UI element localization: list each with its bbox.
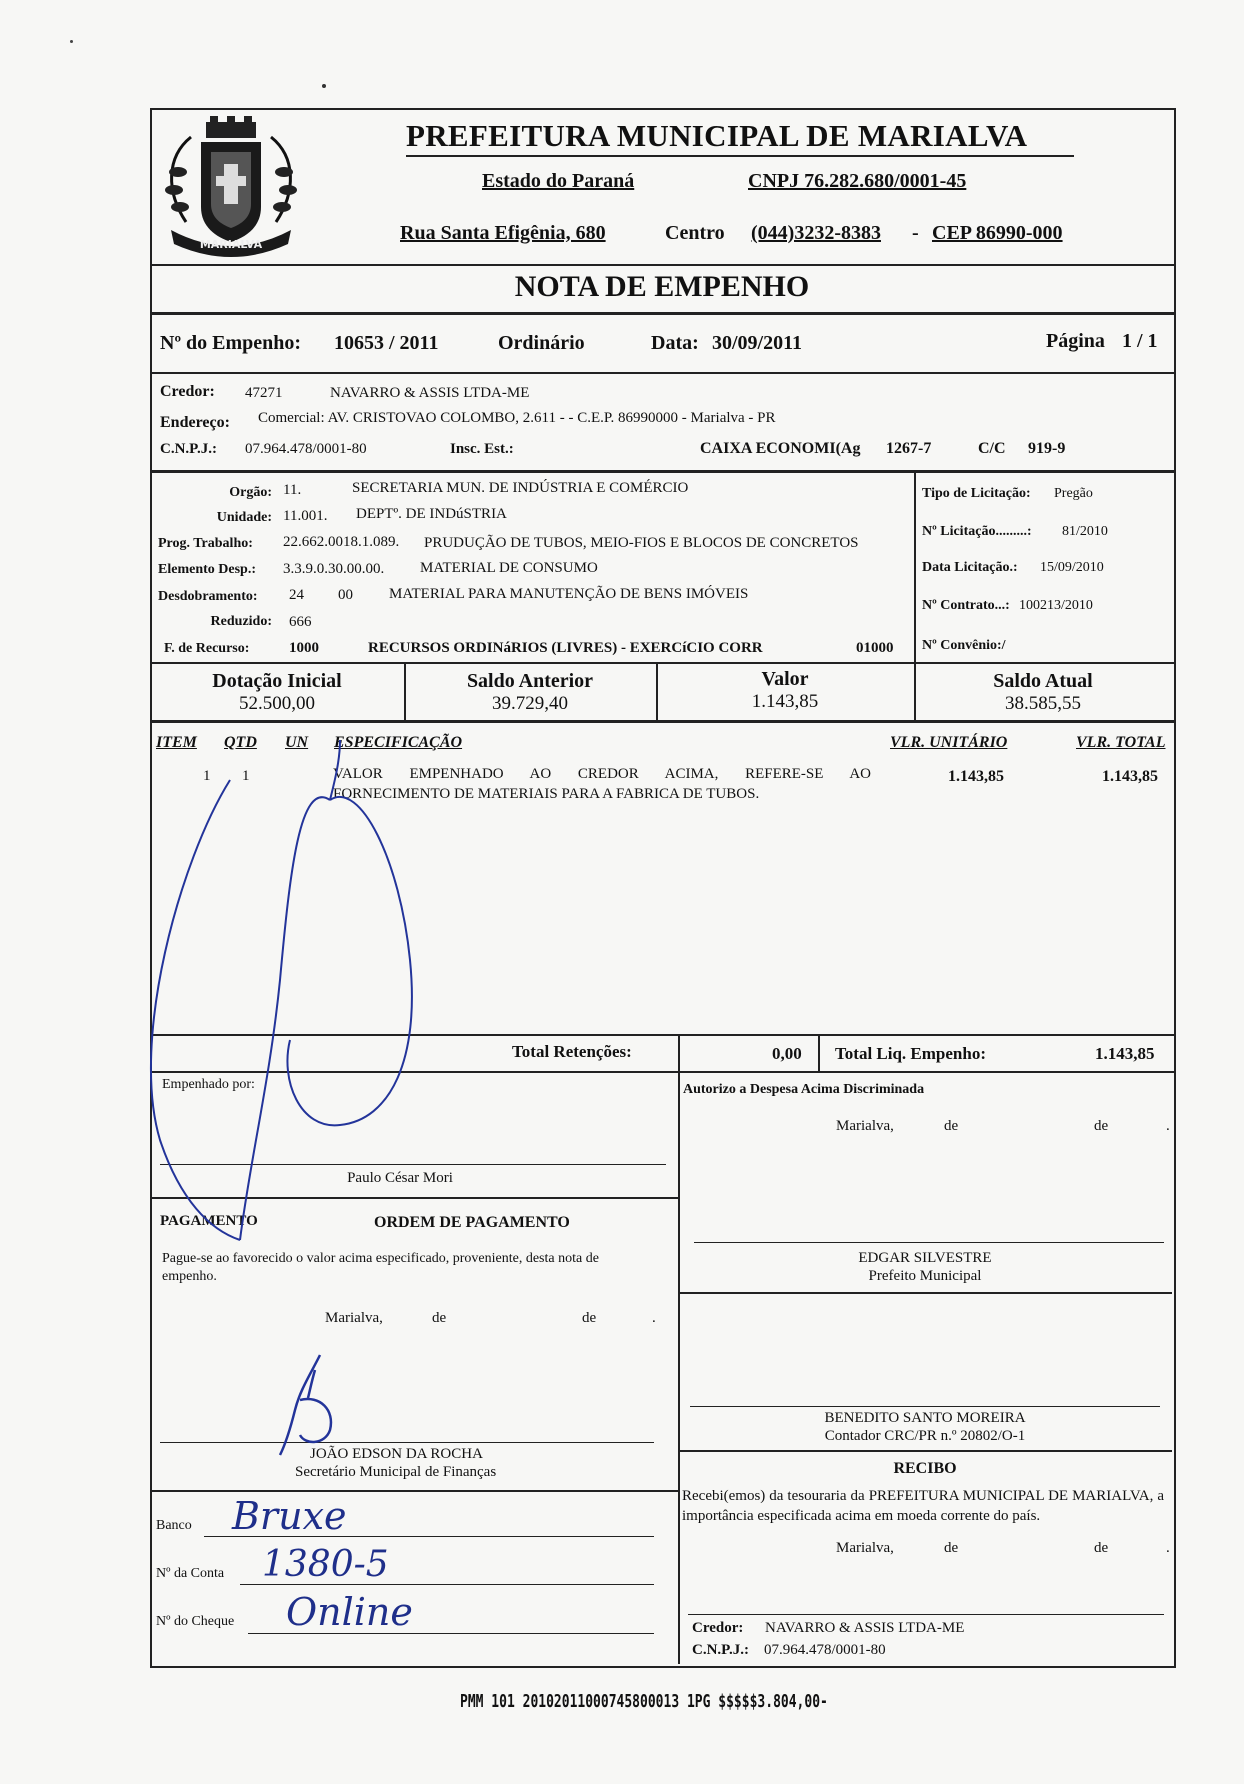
- ordem-pagamento-label: ORDEM DE PAGAMENTO: [374, 1214, 570, 1231]
- left-de1: de: [432, 1310, 447, 1326]
- empenho-date: 30/09/2011: [712, 332, 803, 354]
- right-de1: de: [944, 1118, 959, 1134]
- scan-speck: [322, 84, 326, 88]
- title-underline: [406, 155, 1074, 157]
- conta-label: Nº da Conta: [156, 1566, 225, 1581]
- left-dot: .: [652, 1310, 656, 1326]
- empenhado-por-name: Paulo César Mori: [347, 1170, 453, 1186]
- fonte-name: RECURSOS ORDINáRIOS (LIVRES) - EXERCíCIO CORR: [368, 640, 763, 656]
- num-licitacao: 81/2010: [1062, 524, 1108, 539]
- prog-code: 22.662.0018.1.089.: [283, 534, 400, 550]
- orgao-name: SECRETARIA MUN. DE INDÚSTRIA E COMÉRCIO: [352, 480, 689, 496]
- cnpj-header: CNPJ 76.282.680/0001-45: [748, 170, 967, 192]
- street-address: Rua Santa Efigênia, 680: [400, 222, 606, 244]
- signature-line: [690, 1406, 1160, 1407]
- secretario-role: Secretário Municipal de Finanças: [295, 1464, 497, 1480]
- balance-valor: [656, 668, 914, 713]
- left-city: Marialva,: [325, 1310, 383, 1326]
- cc-label: C/C: [978, 440, 1006, 457]
- liq-value: 1.143,85: [1095, 1044, 1155, 1063]
- contador-name: BENEDITO SANTO MOREIRA: [824, 1410, 1026, 1426]
- desdobramento-name: MATERIAL PARA MANUTENÇÃO DE BENS IMÓVEIS: [389, 586, 749, 602]
- autorizo-text: Autorizo a Despesa Acima Discriminada: [683, 1082, 925, 1097]
- unidade-code: 11.001.: [283, 508, 328, 524]
- balance-value: 1.143,85: [751, 691, 819, 712]
- svg-text:MARIALVA: MARIALVA: [199, 238, 263, 251]
- cheque-label: Nº do Cheque: [156, 1614, 235, 1629]
- banco-label: Banco: [156, 1518, 192, 1533]
- empenho-number: 10653 / 2011: [334, 332, 439, 354]
- signature-line: [694, 1242, 1164, 1243]
- data-licitacao: 15/09/2010: [1040, 560, 1104, 575]
- divider: [150, 264, 1174, 266]
- balance-value: 38.585,55: [1005, 693, 1081, 714]
- col-total-price: VLR. TOTAL: [1076, 734, 1166, 751]
- divider: [150, 720, 1174, 723]
- state-name: Estado do Paraná: [482, 170, 635, 192]
- divider: [150, 470, 1174, 473]
- bank-name: CAIXA ECONOMI(Ag: [700, 440, 861, 457]
- empenho-number-label: Nº do Empenho:: [160, 332, 302, 354]
- right-de2: de: [1094, 1118, 1109, 1134]
- prefeito-role: Prefeito Municipal: [868, 1268, 982, 1284]
- divider: [150, 1490, 678, 1492]
- credor-code: 47271: [245, 385, 283, 401]
- divider: [678, 1450, 1172, 1452]
- balance-label: Saldo Atual: [993, 670, 1093, 692]
- unidade-label: Unidade:: [216, 510, 272, 525]
- balance-saldo-anterior: [404, 670, 656, 715]
- cheque-handwritten: Online: [286, 1590, 413, 1634]
- recibo-de2: de: [1094, 1540, 1109, 1556]
- balance-label: Saldo Anterior: [466, 670, 594, 692]
- reduzido-value: 666: [289, 614, 312, 630]
- date-label: Data:: [651, 332, 699, 354]
- pague-text: Pague-se ao favorecido o valor acima especificado, proveniente, desta nota de empenho.: [162, 1251, 599, 1284]
- pagamento-label: PAGAMENTO: [160, 1213, 258, 1229]
- right-city: Marialva,: [836, 1118, 894, 1134]
- recibo-cnpj: 07.964.478/0001-80: [764, 1642, 886, 1658]
- empenhado-por-label: Empenhado por:: [162, 1077, 255, 1092]
- secretary-signature-ink: [260, 1350, 370, 1460]
- cc-number: 919-9: [1028, 440, 1066, 457]
- divider: [678, 1071, 680, 1664]
- recibo-de1: de: [944, 1540, 959, 1556]
- balance-label: Valor: [761, 668, 809, 690]
- city-hall-title: PREFEITURA MUNICIPAL DE MARIALVA: [406, 118, 1028, 153]
- elemento-code: 3.3.9.0.30.00.00.: [283, 561, 385, 577]
- data-licitacao-label: Data Licitação.:: [922, 560, 1018, 575]
- contador-role: Contador CRC/PR n.º 20802/O-1: [824, 1428, 1026, 1444]
- municipal-crest-logo: [156, 112, 306, 262]
- cep-code: CEP 86990-000: [932, 222, 1063, 244]
- col-un: UN: [285, 734, 309, 751]
- recibo-cnpj-label: C.N.P.J.:: [692, 1642, 749, 1658]
- insc-est-label: Insc. Est.:: [450, 441, 514, 457]
- elemento-label: Elemento Desp.:: [158, 562, 256, 577]
- empenho-type: Ordinário: [498, 332, 585, 354]
- district-name: Centro: [665, 222, 725, 244]
- contrato-number: 100213/2010: [1019, 598, 1093, 613]
- document-title: NOTA DE EMPENHO: [514, 270, 810, 303]
- signature-line: [688, 1614, 1164, 1615]
- page-number: 1 / 1: [1122, 330, 1158, 352]
- page-label: Página: [1046, 330, 1105, 352]
- retencoes-label: Total Retenções:: [512, 1042, 632, 1061]
- left-de2: de: [582, 1310, 597, 1326]
- col-spec: ESPECIFICAÇÃO: [334, 734, 463, 751]
- tipo-licitacao-label: Tipo de Licitação:: [922, 486, 1031, 501]
- divider: [678, 1292, 1172, 1294]
- balance-saldo-atual: [914, 670, 1172, 715]
- banco-handwritten: Bruxe: [232, 1494, 347, 1538]
- orgao-code: 11.: [283, 482, 302, 498]
- credor-cnpj: 07.964.478/0001-80: [245, 441, 367, 457]
- item-number: 1: [203, 768, 211, 784]
- item-spec-line2: FORNECIMENTO DE MATERIAIS PARA A FABRICA DE TUBOS.: [333, 786, 760, 802]
- divider: [150, 662, 1174, 664]
- prog-label: Prog. Trabalho:: [158, 536, 253, 551]
- prefeito-name: EDGAR SILVESTRE: [858, 1250, 992, 1266]
- liq-label: Total Liq. Empenho:: [835, 1044, 986, 1063]
- bank-agency: 1267-7: [886, 440, 932, 457]
- col-item: ITEM: [156, 734, 197, 751]
- desdobramento-a: 24: [289, 587, 304, 603]
- unidade-name: DEPTº. DE INDúSTRIA: [356, 506, 507, 522]
- elemento-name: MATERIAL DE CONSUMO: [420, 560, 598, 576]
- item-spec-line1: VALOR EMPENHADO AO CREDOR ACIMA, REFERE-SE AO: [333, 766, 871, 782]
- fonte-code: 1000: [289, 640, 319, 656]
- fonte-label: F. de Recurso:: [164, 641, 250, 656]
- secretario-name: JOÃO EDSON DA ROCHA: [310, 1446, 483, 1462]
- recibo-dot: .: [1166, 1540, 1170, 1556]
- recibo-credor-name: NAVARRO & ASSIS LTDA-ME: [765, 1620, 965, 1636]
- col-unit-price: VLR. UNITÁRIO: [890, 734, 1008, 751]
- item-qtd: 1: [242, 768, 250, 784]
- address-label: Endereço:: [160, 414, 230, 431]
- balance-dotacao: [150, 670, 404, 715]
- divider: [678, 1034, 680, 1072]
- recibo-text: Recebi(emos) da tesouraria da PREFEITURA MUNICIPAL DE MARIALVA, a importância especificada acima em moeda corrente do país.: [682, 1488, 1164, 1524]
- orgao-label: Orgão:: [229, 485, 272, 500]
- cnpj-label: C.N.P.J.:: [160, 441, 217, 457]
- recibo-title: RECIBO: [893, 1460, 957, 1477]
- credor-name: NAVARRO & ASSIS LTDA-ME: [330, 385, 530, 401]
- tipo-licitacao: Pregão: [1054, 486, 1093, 501]
- balance-value: 52.500,00: [239, 693, 315, 714]
- fonte-number: 01000: [856, 640, 894, 656]
- reduzido-label: Reduzido:: [210, 614, 272, 629]
- divider: [914, 470, 916, 662]
- phone-number: (044)3232-8383: [751, 222, 881, 244]
- convenio-label: Nº Convênio:/: [922, 638, 1006, 653]
- credor-label: Credor:: [160, 383, 215, 400]
- footer-code: PMM 101 20102011000745800013 1PG $$$$$3.804,00-: [460, 1692, 828, 1713]
- recibo-credor-label: Credor:: [692, 1620, 744, 1636]
- ink-signature-overlay: [140, 740, 470, 1250]
- item-unit-price: 1.143,85: [948, 768, 1004, 785]
- desdobramento-b: 00: [338, 587, 353, 603]
- col-qtd: QTD: [224, 734, 257, 751]
- conta-handwritten: 1380-5: [262, 1544, 389, 1585]
- balance-label: Dotação Inicial: [212, 670, 342, 692]
- balance-value: 39.729,40: [492, 693, 568, 714]
- prog-name: PRUDUÇÃO DE TUBOS, MEIO-FIOS E BLOCOS DE CONCRETOS: [424, 535, 859, 551]
- retencoes-value: 0,00: [772, 1044, 802, 1063]
- divider: [150, 312, 1174, 315]
- recibo-city: Marialva,: [836, 1540, 894, 1556]
- separator-dash: -: [912, 222, 919, 244]
- signature-line: [160, 1442, 654, 1443]
- right-dot: .: [1166, 1118, 1170, 1134]
- divider: [818, 1034, 820, 1072]
- divider: [150, 372, 1174, 374]
- credor-address: Comercial: AV. CRISTOVAO COLOMBO, 2.611 - - C.E.P. 86990000 - Marialva - PR: [258, 410, 776, 426]
- desdobramento-label: Desdobramento:: [158, 589, 258, 604]
- num-licitacao-label: Nº Licitação.........:: [922, 524, 1032, 539]
- contrato-label: Nº Contrato...:: [922, 598, 1010, 613]
- item-total-price: 1.143,85: [1102, 768, 1158, 785]
- scan-speck: [70, 40, 73, 43]
